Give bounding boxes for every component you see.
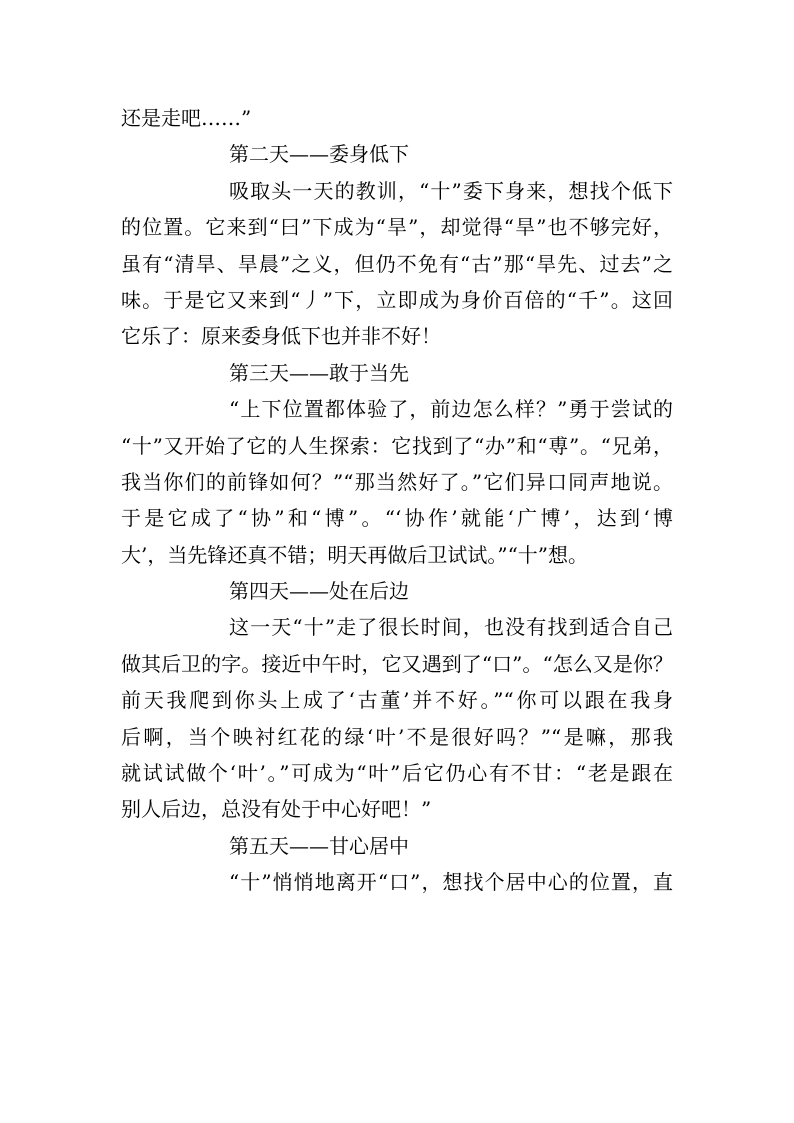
section-heading-day-3: 第三天——敢于当先 bbox=[229, 360, 409, 385]
text-line: 后啊，当个映衬红花的绿‘叶’不是很好吗？”“是嘛，那我 bbox=[121, 724, 673, 749]
text-line: 大’，当先锋还真不错；明天再做后卫试试。”“十”想。 bbox=[121, 542, 589, 567]
section-heading-day-5: 第五天——甘心居中 bbox=[229, 833, 409, 858]
text-line: 前天我爬到你头上成了‘古董’并不好。”“你可以跟在我身 bbox=[121, 688, 673, 713]
text-line: 虽有“清旱、旱晨”之义，但仍不免有“古”那“旱先、过去”之 bbox=[121, 251, 673, 276]
text-line: 做其后卫的字。接近中午时，它又遇到了“口”。“怎么又是你？ bbox=[121, 651, 673, 676]
text-line: 它乐了：原来委身低下也并非不好！ bbox=[121, 324, 441, 349]
text-line: 味。于是它又来到“丿”下，立即成为身价百倍的“千”。这回 bbox=[121, 287, 673, 312]
section-heading-day-4: 第四天——处在后边 bbox=[229, 579, 409, 604]
document-body bbox=[121, 100, 673, 901]
text-line: 的位置。它来到“曰”下成为“旱”，却觉得“旱”也不够完好， bbox=[121, 215, 673, 240]
text-line: 吸取头一天的教训，“十”委下身来，想找个低下 bbox=[229, 178, 673, 203]
text-line: 这一天“十”走了很长时间，也没有找到适合自己 bbox=[229, 615, 673, 640]
text-line: 就试试做个‘叶’。”可成为“叶”后它仍心有不甘：“老是跟在 bbox=[121, 761, 673, 786]
text-line: 我当你们的前锋如何？”“那当然好了。”它们异口同声地说。 bbox=[121, 469, 673, 494]
text-line: 别人后边，总没有处于中心好吧！” bbox=[121, 797, 432, 822]
text-line: 于是它成了“协”和“博”。“‘协作’就能‘广博’，达到‘博 bbox=[121, 506, 673, 531]
text-line: 还是走吧……” bbox=[121, 106, 252, 130]
text-line: “十”悄悄地离开“口”，想找个居中心的位置，直 bbox=[229, 870, 673, 895]
text-line: “十”又开始了它的人生探索：它找到了“办”和“尃”。“兄弟， bbox=[121, 433, 673, 458]
section-heading-day-2: 第二天——委身低下 bbox=[229, 142, 409, 167]
text-line: “上下位置都体验了，前边怎么样？”勇于尝试的 bbox=[229, 397, 673, 422]
